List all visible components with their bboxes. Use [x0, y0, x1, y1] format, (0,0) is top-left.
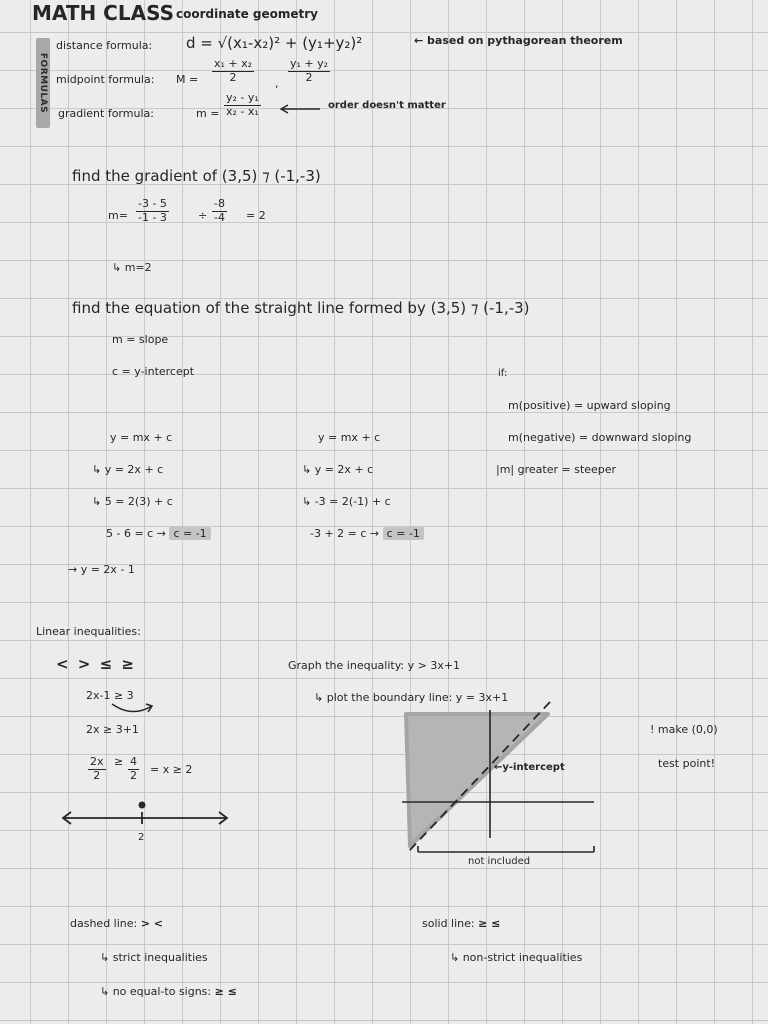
line-final-equation: → y = 2x - 1	[68, 563, 135, 576]
page-title: MATH CLASS	[32, 1, 174, 25]
dashed-line-symbols: > <	[140, 917, 163, 930]
move-term-arrow	[108, 700, 156, 718]
dashed-line-sub-2	[100, 986, 237, 999]
gradient-example-divide: ÷	[198, 209, 208, 222]
inequality-fraction-1-num: 2x	[90, 755, 104, 768]
gradient-formula-note: order doesn't matter	[328, 100, 446, 111]
page-subtitle: coordinate geometry	[176, 7, 319, 21]
formulas-side-tab-label: FORMULAS	[38, 52, 48, 114]
midpoint-formula-prefix: M =	[176, 73, 199, 86]
inequality-fraction-2-den: 2	[130, 768, 137, 782]
left-work-step-2: ↳ y = 2x + c	[92, 463, 164, 476]
distance-formula: d = √(x₁-x₂)² + (y₁+y₂)²	[186, 34, 363, 52]
distance-formula-label: distance formula:	[56, 39, 153, 52]
distance-formula-note: ← based on pythagorean theorem	[414, 34, 623, 47]
gradient-example-fraction-2-num: -8	[214, 197, 225, 210]
gradient-example-m: m=	[108, 209, 128, 222]
inequality-fraction-2	[128, 756, 139, 782]
graph-prompt: Graph the inequality: y > 3x+1	[288, 659, 461, 672]
right-work-step-1: y = mx + c	[318, 431, 381, 444]
right-work-step-4	[310, 528, 424, 541]
gradient-formula-prefix: m =	[196, 107, 220, 120]
slope-rule-negative: m(negative) = downward sloping	[508, 431, 692, 444]
line-example-prompt: find the equation of the straight line formed by (3,5) ⁊ (-1,-3)	[72, 299, 530, 317]
test-point-note-1: ! make (0,0)	[650, 723, 718, 736]
dashed-line-sub-2-text: ↳ no equal-to signs:	[100, 985, 212, 998]
slope-rule-magnitude: |m| greater = steeper	[496, 463, 617, 476]
gradient-formula-numerator: y₂ - y₁	[226, 91, 259, 104]
midpoint-x-denominator: 2	[229, 70, 237, 84]
right-work-highlight: c = -1	[383, 527, 424, 540]
definition-m: m = slope	[112, 333, 169, 346]
inequality-fraction-2-num: 4	[130, 755, 137, 768]
inequality-example-line-2: 2x ≥ 3+1	[86, 723, 139, 736]
right-work-step-3: ↳ -3 = 2(-1) + c	[302, 495, 391, 508]
definition-c: c = y-intercept	[112, 365, 195, 378]
inequality-graph	[398, 706, 598, 866]
inequality-result: = x ≥ 2	[150, 763, 193, 776]
solid-line-sub-1: ↳ non-strict inequalities	[450, 951, 583, 964]
gradient-example-fraction-2-den: -4	[214, 210, 225, 224]
midpoint-y-numerator: y₁ + y₂	[290, 57, 329, 70]
gradient-example-fraction-1-den: -1 - 3	[138, 210, 167, 224]
inequalities-heading: Linear inequalities:	[36, 625, 141, 638]
midpoint-formula-label: midpoint formula:	[56, 73, 155, 86]
right-work-step-2: ↳ y = 2x + c	[302, 463, 374, 476]
right-work-step-4-text: -3 + 2 = c →	[310, 527, 380, 540]
gradient-example-fraction-1	[136, 198, 169, 224]
gradient-formula-denominator: x₂ - x₁	[226, 104, 259, 118]
midpoint-y-fraction	[288, 58, 330, 84]
inequality-fraction-sign: ≥	[114, 755, 124, 768]
dashed-line-label-text: dashed line:	[70, 917, 138, 930]
left-work-step-3: ↳ 5 = 2(3) + c	[92, 495, 173, 508]
formulas-side-tab	[36, 38, 50, 128]
not-included-label: not included	[468, 856, 531, 867]
midpoint-y-denominator: 2	[305, 70, 313, 84]
gradient-example-result: = 2	[246, 209, 266, 222]
gradient-formula-label: gradient formula:	[58, 107, 154, 120]
midpoint-x-numerator: x₁ + x₂	[214, 57, 253, 70]
slope-rules-if: if:	[498, 368, 508, 379]
gradient-example-answer: ↳ m=2	[112, 261, 152, 274]
graph-step: ↳ plot the boundary line: y = 3x+1	[314, 691, 509, 704]
left-work-step-1: y = mx + c	[110, 431, 173, 444]
dashed-line-sub-2-symbols: ≥ ≤	[214, 985, 237, 998]
gradient-note-arrow	[278, 104, 322, 114]
solid-line-label-text: solid line:	[422, 917, 475, 930]
inequality-example-line-1: 2x-1 ≥ 3	[86, 689, 134, 702]
y-intercept-label: ←y-intercept	[494, 762, 565, 773]
gradient-example-prompt: find the gradient of (3,5) ⁊ (-1,-3)	[72, 167, 321, 185]
gradient-example-fraction-1-num: -3 - 5	[138, 197, 167, 210]
left-work-step-4-text: 5 - 6 = c →	[106, 527, 166, 540]
solid-line-label	[422, 918, 500, 931]
dashed-line-sub-1: ↳ strict inequalities	[100, 951, 208, 964]
gradient-example-fraction-2	[212, 198, 227, 224]
number-line	[60, 798, 232, 838]
inequality-fraction-1	[88, 756, 106, 782]
slope-rule-positive: m(positive) = upward sloping	[508, 399, 671, 412]
test-point-note-2: test point!	[658, 757, 716, 770]
number-line-tick-label: 2	[138, 832, 145, 843]
number-line-point	[139, 802, 146, 809]
midpoint-x-fraction	[212, 58, 254, 84]
inequality-symbols: < > ≤ ≥	[56, 655, 136, 673]
left-work-step-4	[106, 528, 211, 541]
left-work-highlight: c = -1	[169, 527, 210, 540]
dashed-line-label	[70, 918, 163, 931]
midpoint-separator: ,	[275, 77, 279, 90]
inequality-fraction-1-den: 2	[93, 768, 101, 782]
gradient-formula-fraction	[224, 92, 261, 118]
solid-line-symbols: ≥ ≤	[478, 917, 501, 930]
